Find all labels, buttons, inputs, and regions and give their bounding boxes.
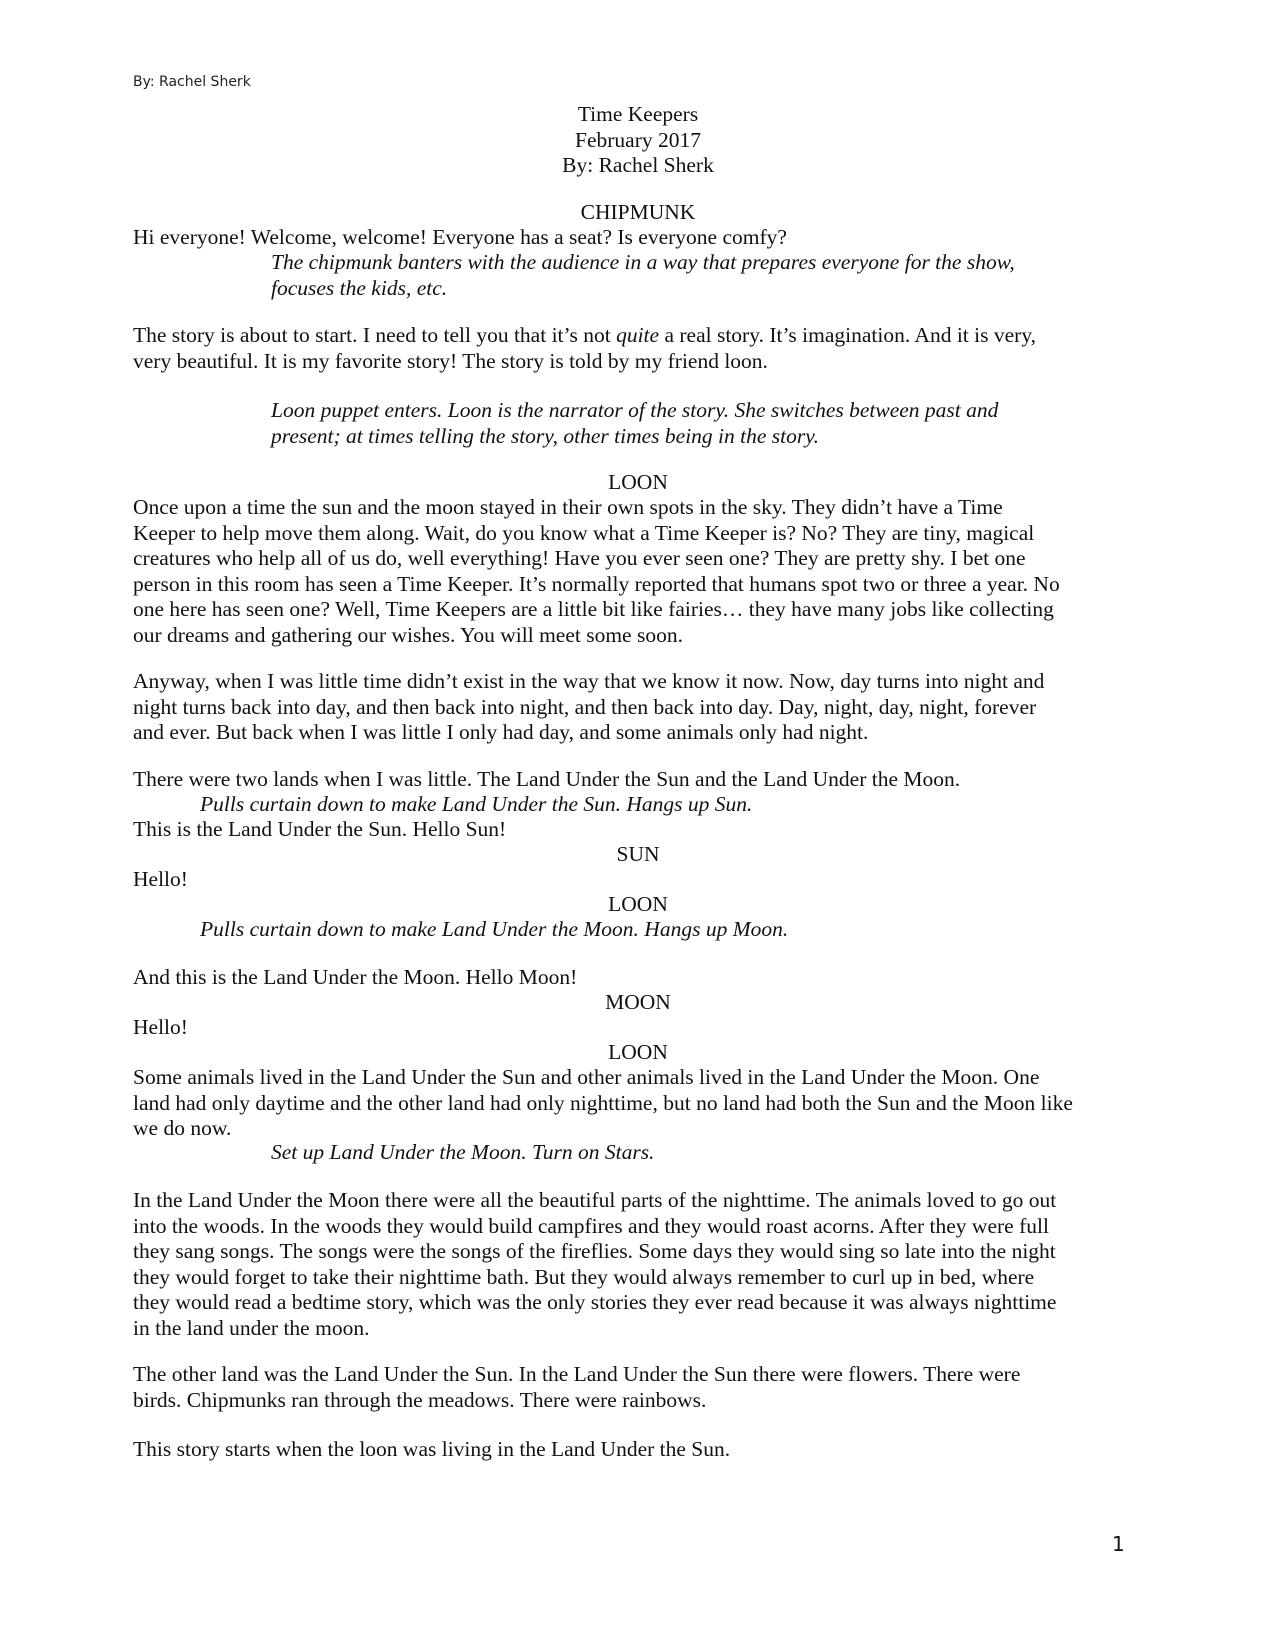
paragraph-line: very beautiful. It is my favorite story! The story is told by my friend loon. [133,348,768,373]
page-number: 1 [1112,1532,1125,1556]
stage-direction-line: present; at times telling the story, other times being in the story. [271,423,819,448]
loon-paragraph-3: There were two lands when I was little. The Land Under the Sun and the Land Under the Moon. [133,767,961,791]
paragraph-line [133,323,1143,349]
moon-dialogue: Hello! [133,1015,188,1039]
title-author: By: Rachel Sherk [562,153,714,177]
running-header-byline: By: Rachel Sherk [133,74,251,90]
paragraph-line: they sang songs. The songs were the songs of the fireflies. Some days they would sing so late into the night [133,1239,1056,1263]
loon-paragraph-7: This story starts when the loon was living in the Land Under the Sun. [133,1437,731,1461]
text-run: The story is about to start. I need to tell you that it’s not [133,323,617,347]
paragraph-line: we do now. [133,1116,232,1140]
text-run: a real story. It’s imagination. And it is very, [659,323,1037,347]
paragraph-line: creatures who help all of us do, well everything! Have you ever seen one? They are pretty shy. I bet one [133,546,1026,570]
loon-moon-line: And this is the Land Under the Moon. Hello Moon! [133,965,578,989]
paragraph-line: The other land was the Land Under the Sun. In the Land Under the Sun there were flowers. There were [133,1362,1021,1386]
loon-sun-line: This is the Land Under the Sun. Hello Sun! [133,817,507,841]
paragraph-line: birds. Chipmunks ran through the meadows. There were rainbows. [133,1387,707,1412]
speaker-loon: LOON [608,892,668,916]
chipmunk-paragraph [133,323,1143,374]
chipmunk-dialogue: Hi everyone! Welcome, welcome! Everyone has a seat? Is everyone comfy? [133,225,787,249]
speaker-moon: MOON [605,990,671,1014]
stage-direction-chipmunk [271,250,1151,301]
stage-direction-moon: Pulls curtain down to make Land Under the Moon. Hangs up Moon. [200,917,789,941]
speaker-sun: SUN [616,842,660,866]
speaker-chipmunk: CHIPMUNK [580,200,696,224]
paragraph-line: and ever. But back when I was little I only had day, and some animals only had night. [133,720,869,744]
title-block [133,102,1143,179]
stage-direction-sun: Pulls curtain down to make Land Under the Sun. Hangs up Sun. [200,792,753,816]
stage-direction-line: focuses the kids, etc. [271,275,448,300]
emphasis-quite: quite [616,323,660,347]
loon-paragraph-2 [133,669,1143,746]
paragraph-line: our dreams and gathering our wishes. You will meet some soon. [133,622,683,647]
paragraph-line: In the Land Under the Moon there were all the beautiful parts of the nighttime. The animals loved to go out [133,1188,1057,1212]
stage-direction-loon-enters [271,398,1151,449]
paragraph-line: Keeper to help move them along. Wait, do you know what a Time Keeper is? No? They are tiny, magical [133,520,1035,545]
paragraph-line: in the land under the moon. [133,1315,370,1340]
speaker-loon: LOON [608,470,668,494]
paragraph-line: one here has seen one? Well, Time Keepers are a little bit like fairies… they have many jobs like collecting [133,597,1054,621]
paragraph-line: Some animals lived in the Land Under the Sun and other animals lived in the Land Under the Moon. One [133,1065,1040,1089]
paragraph-line: person in this room has seen a Time Keeper. It’s normally reported that humans spot two or three a year. No [133,571,1060,596]
loon-paragraph-1 [133,495,1143,648]
title-date: February 2017 [575,127,701,152]
paragraph-line: into the woods. In the woods they would build campfires and they would roast acorns. After they were full [133,1213,1049,1238]
loon-paragraph-5 [133,1188,1143,1341]
sun-dialogue: Hello! [133,867,188,891]
speaker-loon: LOON [608,1040,668,1064]
paragraph-line: Once upon a time the sun and the moon stayed in their own spots in the sky. They didn’t have a Time [133,495,1003,519]
loon-paragraph-4 [133,1065,1143,1142]
loon-paragraph-6 [133,1362,1143,1413]
paragraph-line: land had only daytime and the other land had only nighttime, but no land had both the Sun and the Moon like [133,1090,1073,1115]
stage-direction-stars: Set up Land Under the Moon. Turn on Stars. [271,1140,655,1164]
stage-direction-line: The chipmunk banters with the audience in a way that prepares everyone for the show, [271,250,1015,274]
stage-direction-line: Loon puppet enters. Loon is the narrator of the story. She switches between past and [271,398,999,422]
paragraph-line: they would read a bedtime story, which was the only stories they ever read because it was always nighttime [133,1290,1057,1314]
paragraph-line: night turns back into day, and then back into night, and then back into day. Day, night, day, night, forever [133,694,1037,719]
page-title: Time Keepers [577,102,699,126]
paragraph-line: Anyway, when I was little time didn’t exist in the way that we know it now. Now, day turns into night and [133,669,1045,693]
paragraph-line: they would forget to take their nighttime bath. But they would always remember to curl up in bed, where [133,1264,1035,1289]
